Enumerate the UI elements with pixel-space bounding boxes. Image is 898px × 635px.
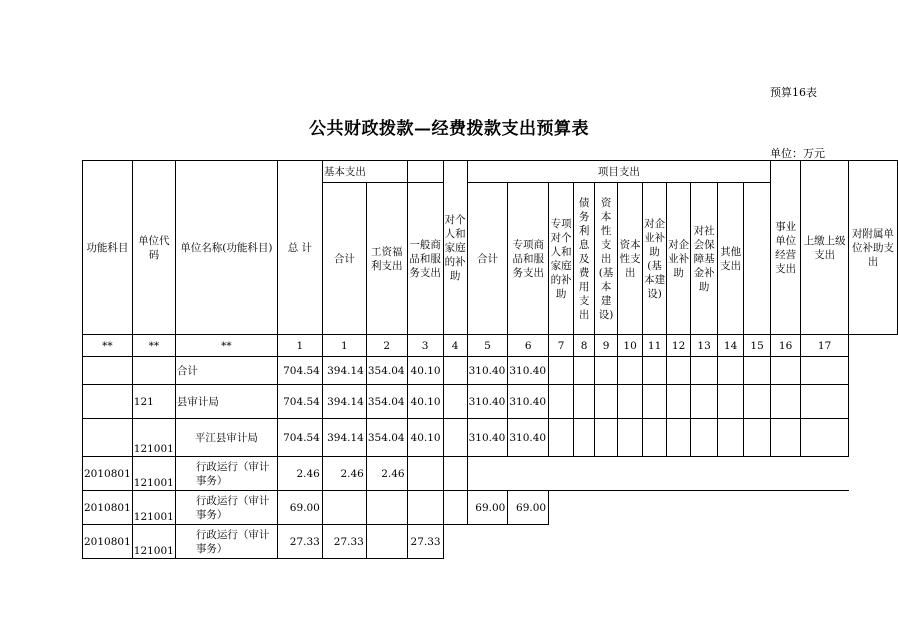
cell-basic-total: 394.14	[322, 385, 366, 419]
header-debt: 债务利息及费用支出	[574, 183, 595, 335]
table-row	[83, 457, 898, 491]
cell-personal	[443, 419, 467, 457]
cell-code: 121001	[132, 457, 175, 491]
cell-proj-total: 69.00	[467, 491, 508, 525]
index-cell: **	[175, 335, 277, 357]
index-cell: 17	[801, 335, 849, 357]
cell-salary: 354.04	[366, 419, 407, 457]
cell-name: 县审计局	[175, 385, 277, 419]
cell-goods	[407, 491, 443, 525]
cell-personal	[443, 457, 467, 491]
cell-func: 2010801	[83, 457, 133, 491]
cell-goods: 40.10	[407, 419, 443, 457]
index-cell: 14	[718, 335, 744, 357]
cell-basic-total: 2.46	[322, 457, 366, 491]
cell-func	[83, 419, 133, 457]
header-other: 其他支出	[718, 183, 744, 335]
header-total: 总 计	[277, 161, 322, 335]
cell-func: 2010801	[83, 491, 133, 525]
index-cell: 1	[322, 335, 366, 357]
cell-name: 行政运行（审计事务）	[175, 491, 277, 525]
cell-name: 合计	[175, 357, 277, 385]
index-cell: 6	[508, 335, 549, 357]
index-cell: 12	[667, 335, 691, 357]
cell-basic-total	[322, 491, 366, 525]
cell-name: 平江县审计局	[175, 419, 277, 457]
cell-code: 121	[132, 385, 175, 419]
header-social-fund: 对社会保障基金补助	[691, 183, 718, 335]
header-salary: 工资福利支出	[366, 183, 407, 335]
cell-proj-total: 310.40	[467, 357, 508, 385]
cell-func: 2010801	[83, 525, 133, 559]
index-cell: **	[83, 335, 133, 357]
cell-name: 行政运行（审计事务）	[175, 457, 277, 491]
header-ent-subsidy-basic: 对企业补助(基本建设)	[643, 183, 667, 335]
cell-salary	[366, 525, 407, 559]
index-cell: 8	[574, 335, 595, 357]
cell-salary: 354.04	[366, 385, 407, 419]
cell-goods: 40.10	[407, 385, 443, 419]
cell-code: 121001	[132, 525, 175, 559]
index-cell: 11	[643, 335, 667, 357]
cell-goods: 27.33	[407, 525, 443, 559]
table-row	[83, 357, 898, 385]
header-biz-ops: 事业单位经营支出	[771, 161, 801, 335]
cell-name: 行政运行（审计事务）	[175, 525, 277, 559]
index-cell: 5	[467, 335, 508, 357]
cell-salary: 354.04	[366, 357, 407, 385]
header-affil: 对附属单位补助支出	[849, 161, 898, 335]
index-cell: 16	[771, 335, 801, 357]
cell-salary	[366, 491, 407, 525]
header-capital: 资本性支出	[618, 183, 643, 335]
budget-table	[82, 160, 898, 559]
table-row	[83, 385, 898, 419]
cell-proj-goods: 69.00	[508, 491, 549, 525]
cell-salary: 2.46	[366, 457, 407, 491]
table-row	[83, 419, 898, 457]
cell-proj-total: 310.40	[467, 419, 508, 457]
index-row	[83, 335, 898, 357]
cell-personal	[443, 491, 467, 525]
cell-code: 121001	[132, 491, 175, 525]
cell-basic-total: 394.14	[322, 357, 366, 385]
unit-label: 单位：万元	[770, 147, 825, 160]
header-project: 项目支出	[467, 161, 771, 183]
cell-func	[83, 385, 133, 419]
cell-proj-goods: 310.40	[508, 385, 549, 419]
header-proj-personal: 专项对个人和家庭的补助	[549, 183, 574, 335]
table-number: 预算16表	[770, 86, 817, 99]
cell-proj-goods: 310.40	[508, 419, 549, 457]
cell-total: 704.54	[277, 357, 322, 385]
cell-total: 27.33	[277, 525, 322, 559]
cell-total: 2.46	[277, 457, 322, 491]
cell-goods: 40.10	[407, 357, 443, 385]
index-cell: 9	[595, 335, 618, 357]
index-cell: 4	[443, 335, 467, 357]
cell-personal	[443, 357, 467, 385]
header-ent-subsidy: 对企业补助	[667, 183, 691, 335]
cell-total: 704.54	[277, 419, 322, 457]
index-cell: 2	[366, 335, 407, 357]
header-proj-goods: 专项商品和服务支出	[508, 183, 549, 335]
cell-basic-total: 394.14	[322, 419, 366, 457]
index-cell: 3	[407, 335, 443, 357]
header-goods: 一般商品和服务支出	[407, 183, 443, 335]
cell-goods	[407, 457, 443, 491]
index-cell: 10	[618, 335, 643, 357]
index-cell: 1	[277, 335, 322, 357]
index-cell: 7	[549, 335, 574, 357]
cell-proj-goods: 310.40	[508, 357, 549, 385]
header-proj-total: 合计	[467, 183, 508, 335]
cell-code: 121001	[132, 419, 175, 457]
header-basic-total: 合计	[322, 183, 366, 335]
header-personal: 对个人和家庭的补助	[443, 161, 467, 335]
index-cell: 13	[691, 335, 718, 357]
cell-personal	[443, 385, 467, 419]
page-title: 公共财政拨款—经费拨款支出预算表	[309, 119, 589, 139]
header-basic: 基本支出	[322, 161, 407, 183]
header-capital-basic: 资本性支出(基本建设)	[595, 183, 618, 335]
header-unit-code: 单位代码	[132, 161, 175, 335]
table-row	[83, 525, 898, 559]
cell-total: 69.00	[277, 491, 322, 525]
cell-basic-total: 27.33	[322, 525, 366, 559]
header-upper: 上缴上级支出	[801, 161, 849, 335]
cell-proj-total: 310.40	[467, 385, 508, 419]
cell-total: 704.54	[277, 385, 322, 419]
table-row	[83, 491, 898, 525]
index-cell: 15	[744, 335, 771, 357]
header-unit-name: 单位名称(功能科目)	[175, 161, 277, 335]
index-cell: **	[132, 335, 175, 357]
cell-func	[83, 357, 133, 385]
cell-code	[132, 357, 175, 385]
header-func-subject: 功能科目	[83, 161, 133, 335]
